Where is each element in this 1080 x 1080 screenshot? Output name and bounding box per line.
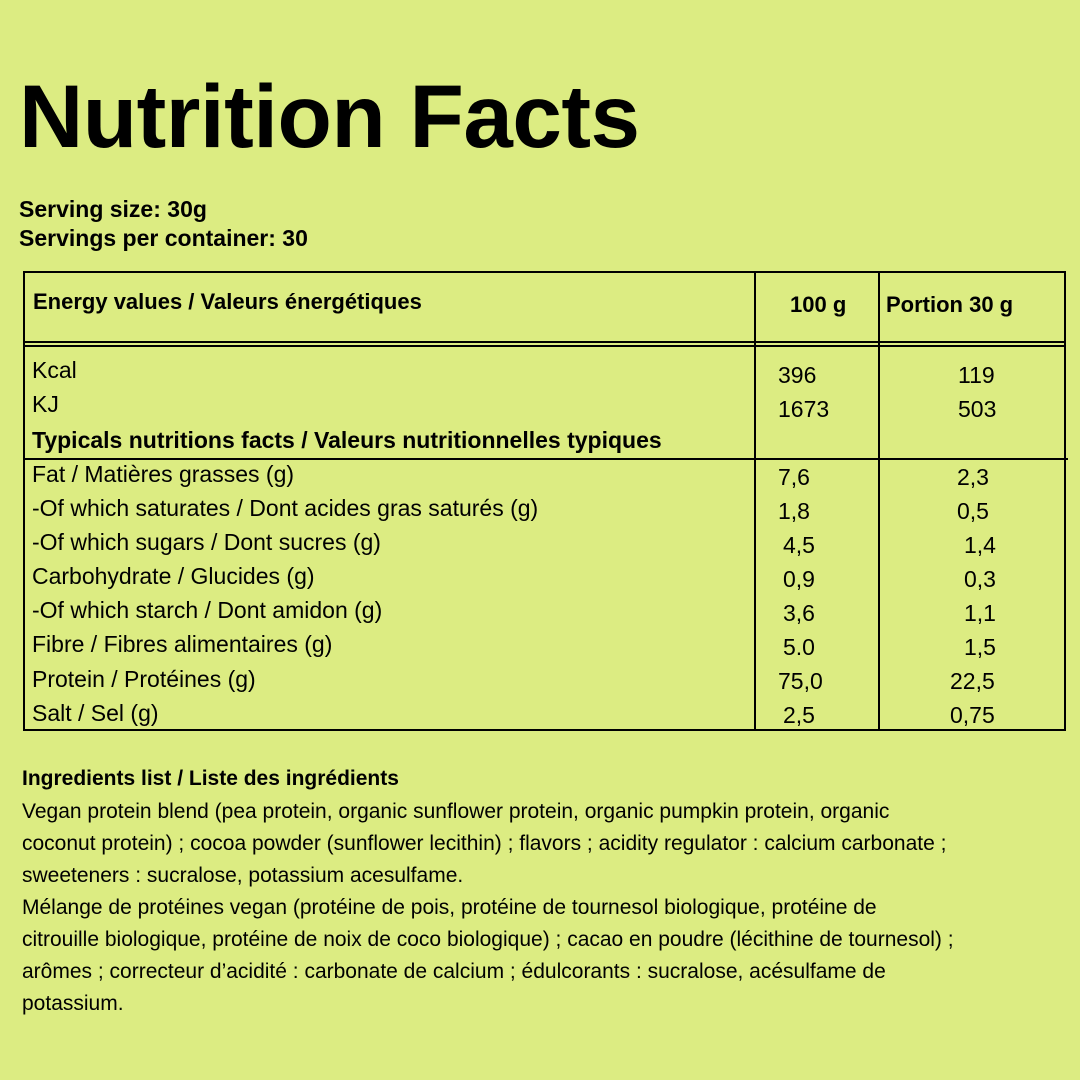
nutrient-row-portion: 2,3 [957, 464, 989, 490]
nutrient-row-label: Salt / Sel (g) [32, 700, 159, 726]
ingredients-line: arômes ; correcteur d’acidité : carbonate de calcium ; édulcorants : sucralose, acésulfame de [22, 960, 886, 983]
section-heading: Typicals nutritions facts / Valeurs nutritionnelles typiques [32, 427, 662, 453]
header-portion: Portion 30 g [886, 292, 1014, 317]
header-label: Energy values / Valeurs énergétiques [33, 289, 422, 314]
nutrient-row-label: -Of which starch / Dont amidon (g) [32, 597, 383, 623]
nutrient-row-portion: 1,1 [964, 600, 996, 626]
nutrient-row-label: -Of which saturates / Dont acides gras saturés (g) [32, 495, 539, 521]
nutrient-row-label: Carbohydrate / Glucides (g) [32, 563, 315, 589]
nutrient-row-portion: 0,5 [957, 498, 989, 524]
page-title: Nutrition Facts [19, 66, 640, 166]
energy-row-100g: 396 [778, 362, 817, 388]
energy-row-100g: 1673 [778, 396, 830, 422]
nutrient-row-portion: 0,75 [950, 702, 995, 728]
nutrient-row-100g: 1,8 [778, 498, 810, 524]
nutrient-row-100g: 75,0 [778, 668, 823, 694]
nutrient-row-portion: 1,5 [964, 634, 996, 660]
ingredients-line: Vegan protein blend (pea protein, organic sunflower protein, organic pumpkin protein, organic [22, 800, 890, 823]
nutrient-row-portion: 22,5 [950, 668, 995, 694]
row-divider [25, 458, 1068, 460]
energy-row-label: KJ [32, 391, 59, 417]
nutrient-row-label: -Of which sugars / Dont sucres (g) [32, 529, 381, 555]
nutrient-row-label: Fibre / Fibres alimentaires (g) [32, 631, 333, 657]
energy-row-portion: 119 [958, 362, 995, 388]
ingredients-line: sweeteners : sucralose, potassium acesulfame. [22, 864, 464, 887]
header-100g: 100 g [790, 292, 847, 317]
nutrient-row-label: Fat / Matières grasses (g) [32, 461, 295, 487]
nutrient-row-portion: 0,3 [964, 566, 996, 592]
nutrient-row-100g: 7,6 [778, 464, 810, 490]
nutrient-row-100g: 4,5 [783, 532, 815, 558]
ingredients-line: citrouille biologique, protéine de noix de coco biologique) ; cacao en poudre (lécithine de tournesol) ; [22, 928, 954, 951]
nutrient-row-100g: 3,6 [783, 600, 815, 626]
servings-per-container: Servings per container: 30 [19, 225, 308, 251]
nutrient-row-100g: 5.0 [783, 634, 815, 660]
ingredients-heading: Ingredients list / Liste des ingrédients [22, 767, 399, 790]
ingredients-line: Mélange de protéines vegan (protéine de pois, protéine de tournesol biologique, protéine de [22, 896, 877, 919]
nutrient-row-portion: 1,4 [964, 532, 996, 558]
nutrient-row-100g: 0,9 [783, 566, 815, 592]
serving-size: Serving size: 30g [19, 196, 207, 222]
row-divider [25, 341, 1064, 343]
nutrient-row-100g: 2,5 [783, 702, 815, 728]
energy-row-label: Kcal [32, 357, 77, 383]
ingredients-line: potassium. [22, 992, 124, 1015]
energy-row-portion: 503 [958, 396, 997, 422]
row-divider [25, 345, 1064, 347]
nutrient-row-label: Protein / Protéines (g) [32, 666, 256, 692]
nutrition-table [23, 271, 1066, 731]
ingredients-line: coconut protein) ; cocoa powder (sunflower lecithin) ; flavors ; acidity regulator : calcium carbonate ; [22, 832, 947, 855]
